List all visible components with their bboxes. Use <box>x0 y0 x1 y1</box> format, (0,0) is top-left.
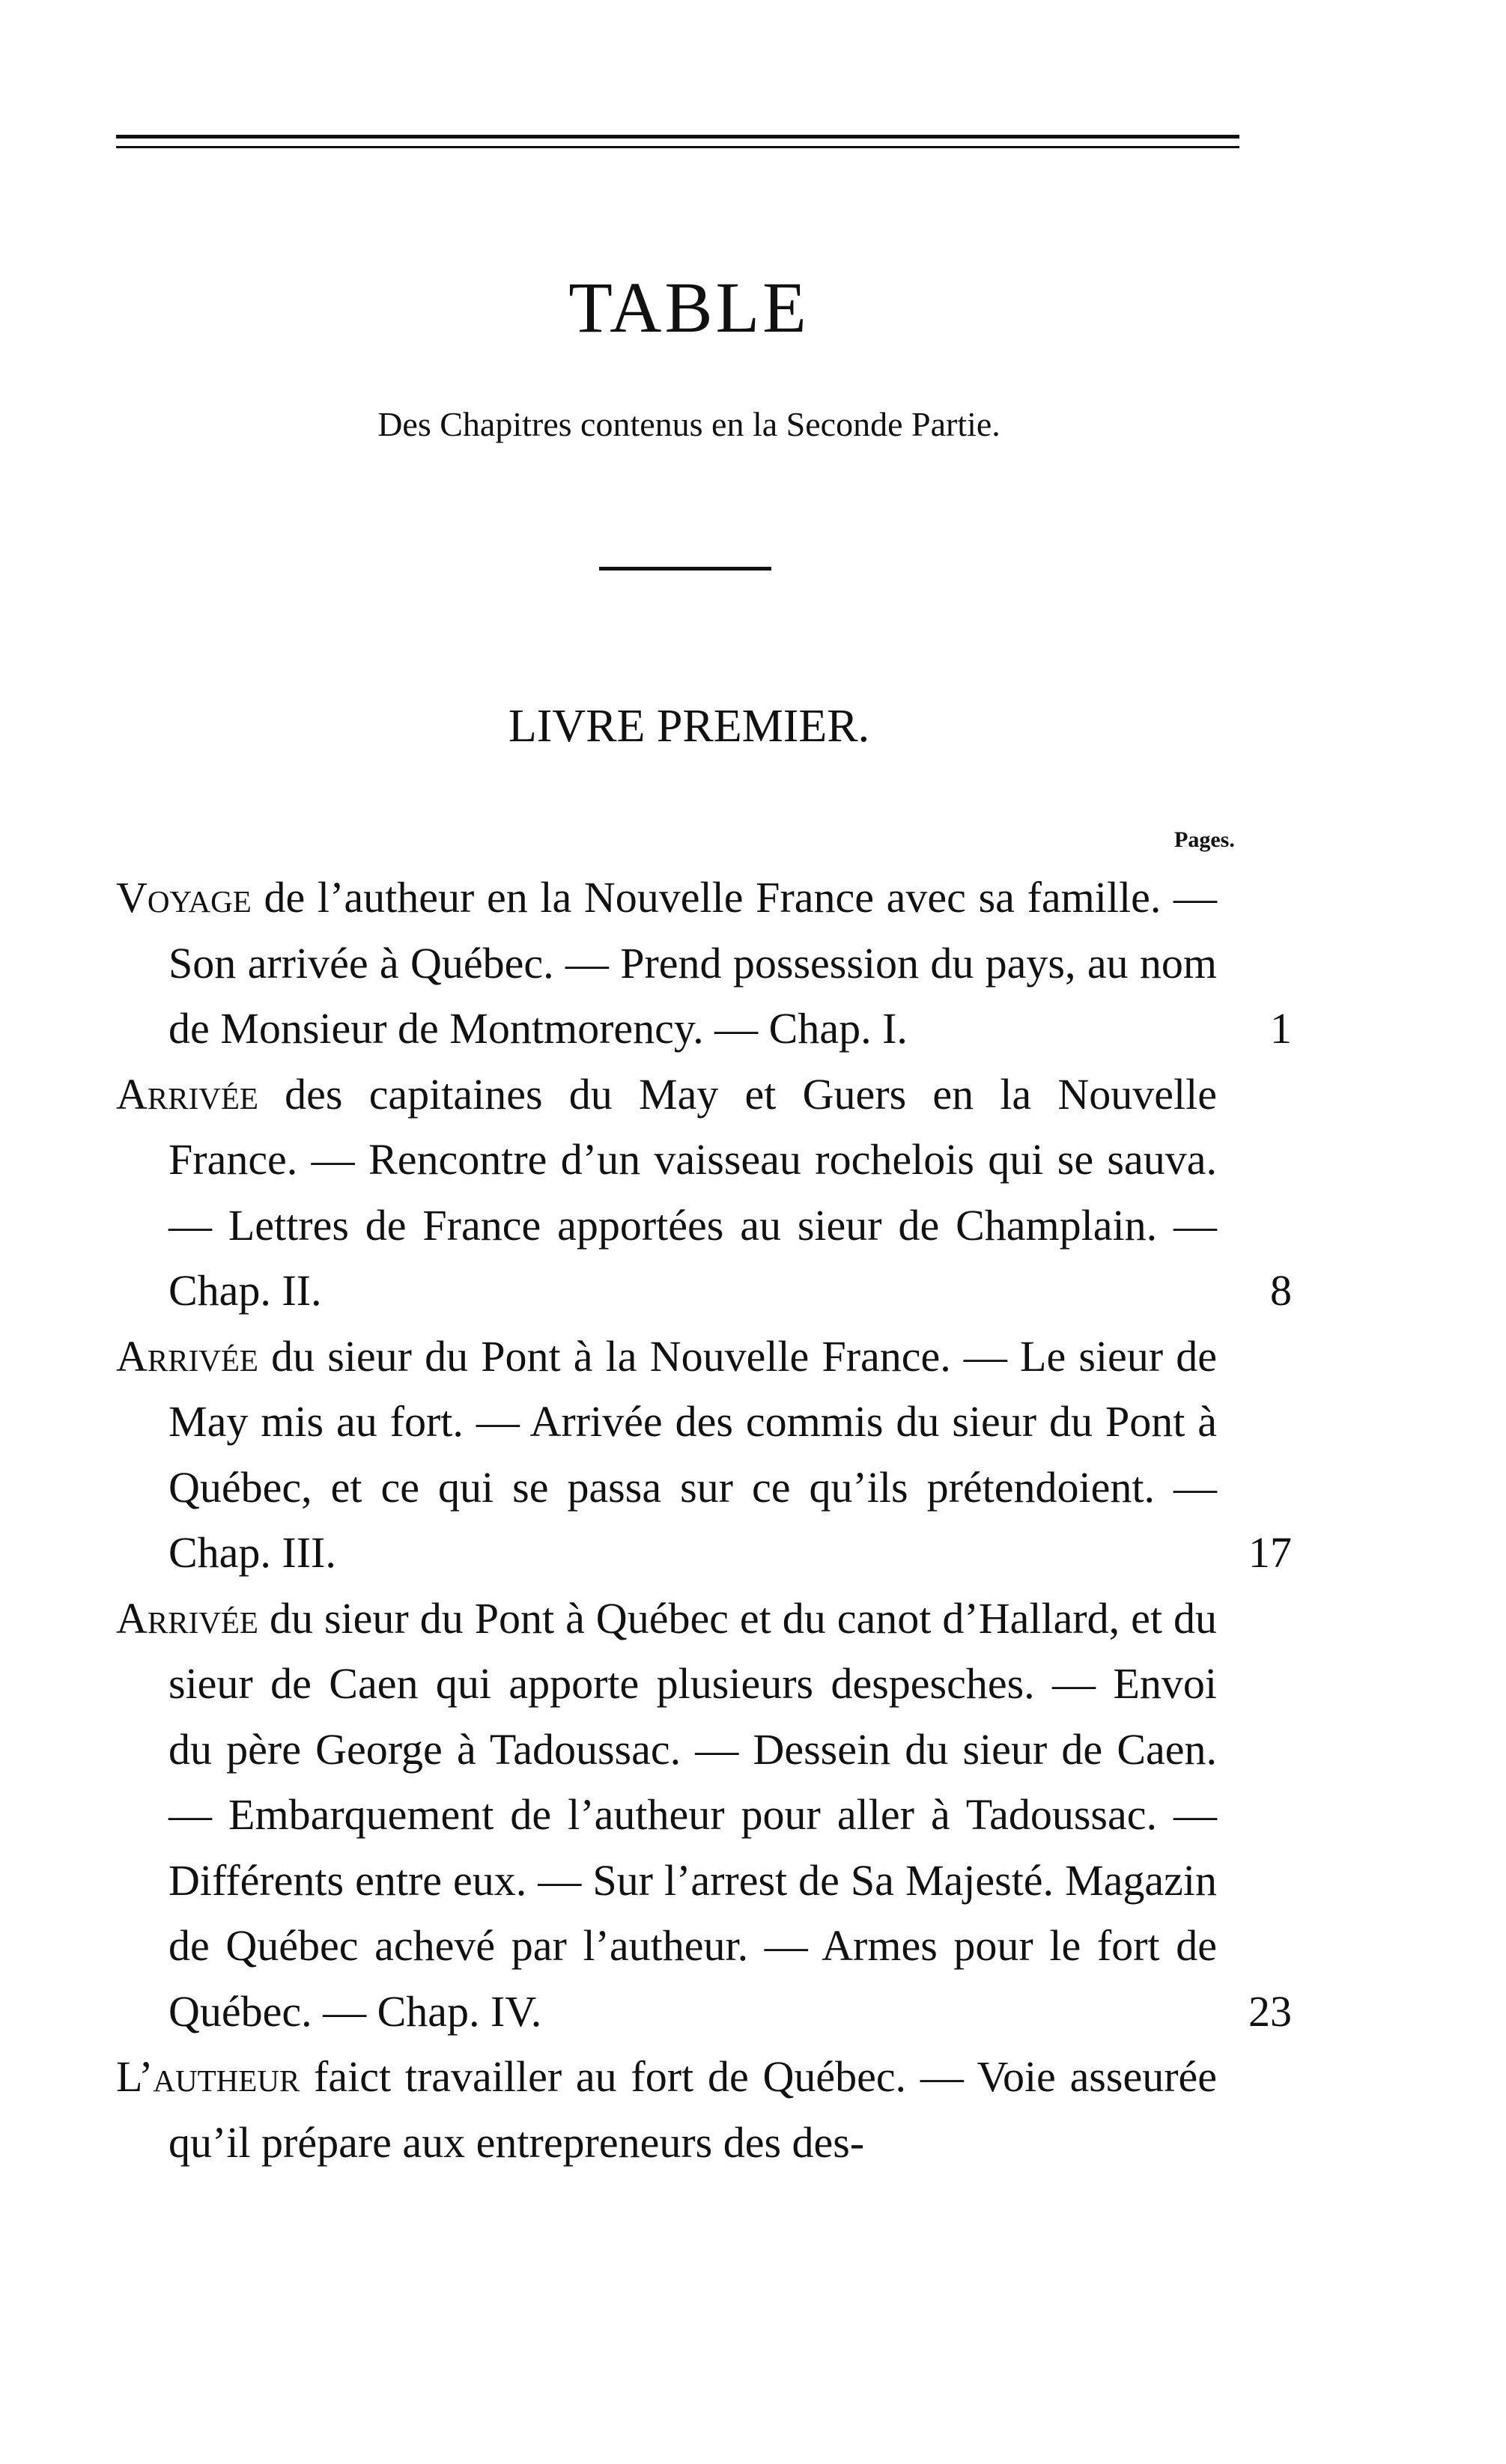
pages-column-label: Pages. <box>1174 827 1235 852</box>
toc-entry-lead: L’autheur <box>116 2052 300 2101</box>
toc-entry-text <box>116 865 1217 1062</box>
toc-entry <box>116 865 1292 1062</box>
toc-entry-body: des capitaines du May et Guers en la Nouvelle France. — Rencontre d’un vaisseau rochelois qui se sauva. — Lettres de France apportées au sieur de Champlain. — Chap. II. <box>168 1069 1217 1315</box>
top-double-rule-lower <box>116 146 1239 148</box>
toc-entry-lead: Arrivée <box>116 1069 258 1119</box>
toc-entry-text <box>116 1586 1217 2045</box>
toc-entry-body: du sieur du Pont à la Nouvelle France. — Le sieur de May mis au fort. — Arrivée des commis du sieur du Pont à Québec, et ce qui se passa sur ce qu’ils prétendoient. — Chap. III. <box>168 1331 1217 1577</box>
toc-entry-text <box>116 1062 1217 1324</box>
page-subtitle: Des Chapitres contenus en la Seconde Partie. <box>377 405 1001 443</box>
toc-entry <box>116 1062 1292 1324</box>
toc-entry-body: de l’autheur en la Nouvelle France avec sa famille. — Son arrivée à Québec. — Prend possession du pays, au nom de Monsieur de Montmorency. — Chap. I. <box>168 873 1217 1053</box>
toc-entry-body: du sieur du Pont à Québec et du canot d’Hallard, et du sieur de Caen qui apporte plusieurs despesches. — Envoi du père George à Tadoussac. — Dessein du sieur de Caen. — Embarquement de l’autheur pour aller à Tadoussac. — Différents entre eux. — Sur l’arrest de Sa Majesté. Magazin de Québec achevé par l’autheur. — Armes pour le fort de Québec. — Chap. IV. <box>168 1593 1217 2036</box>
table-of-contents <box>116 865 1292 2175</box>
toc-entry <box>116 1586 1292 2045</box>
toc-entry-page: 8 <box>1270 1266 1292 1315</box>
toc-entry-lead: Arrivée <box>116 1331 258 1381</box>
toc-entry-text <box>116 1324 1217 1586</box>
section-divider <box>599 567 771 571</box>
toc-entry-text <box>116 2044 1217 2175</box>
toc-entry-body: faict travailler au fort de Québec. — Voie asseurée qu’il prépare aux entrepreneurs des des- <box>168 2052 1217 2167</box>
toc-entry-page: 23 <box>1248 1986 1292 2036</box>
toc-entry <box>116 1324 1292 1586</box>
page-title: TABLE <box>568 267 810 347</box>
toc-entry-page: 1 <box>1270 1004 1292 1053</box>
toc-entry-page: 17 <box>1248 1528 1292 1577</box>
top-double-rule-upper <box>116 135 1239 139</box>
toc-entry-lead: Arrivée <box>116 1593 258 1643</box>
toc-entry-lead: Voyage <box>116 873 252 922</box>
toc-entry <box>116 2044 1292 2175</box>
book-heading: LIVRE PREMIER. <box>508 701 870 752</box>
